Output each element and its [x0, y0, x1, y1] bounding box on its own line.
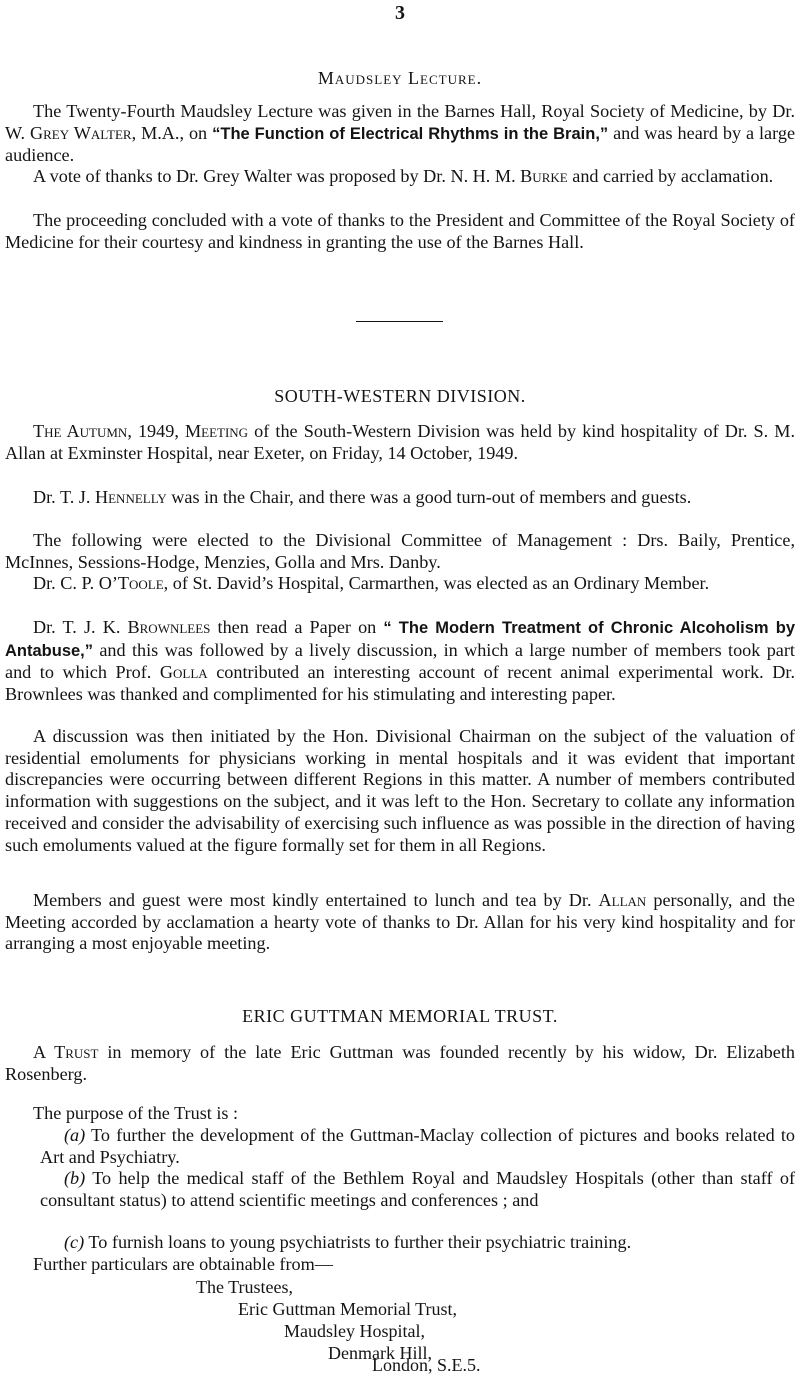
text-run: contributed an interesting account of recent animal experimental work. Dr. Brownlees was thanked and complimented for his stimulating and interesting paper. [5, 662, 795, 705]
maudsley-paragraph-1 [5, 101, 795, 167]
text-run: and this was followed by a lively discussion, in which a large number of members took part and to which Prof. [5, 639, 795, 683]
purpose-item-a [40, 1125, 795, 1168]
text-run: Dr. C. P. [33, 573, 99, 593]
purpose-intro: The purpose of the Trust is : [33, 1103, 239, 1123]
sw-paragraph-3: The following were elected to the Divisional Committee of Management : Drs. Baily, Prentice, McInnes, Sessions-Hodge, Menzies, Golla and Mrs. Danby. [5, 530, 795, 572]
sw-paragraph-5 [5, 617, 795, 706]
south-western-heading: SOUTH-WESTERN DIVISION. [274, 386, 526, 406]
text-run: Dr. T. J. K. [33, 617, 128, 637]
maudsley-paragraph-2 [5, 166, 795, 188]
sw-paragraph-4 [5, 573, 795, 595]
maudsley-lecture-heading: Maudsley Lecture. [317, 68, 483, 88]
item-text: To further the development of the Guttman-Maclay collection of pictures and books related to Art and Psychiatry. [40, 1125, 796, 1167]
text-run: of the South-Western Division was held by kind hospitality of Dr. S. M. Allan at Exminster Hospital, near Exeter, on Friday, 14 October, 1949. [5, 421, 796, 463]
contributor-name: Golla [159, 662, 208, 683]
member-name: O’Toole [98, 573, 164, 593]
item-text: To furnish loans to young psychiatrists to further their psychiatric training. [88, 1232, 632, 1252]
purpose-item-b [40, 1168, 795, 1211]
text-run: Members and guest were most kindly entertained to lunch and tea by Dr. [33, 890, 599, 910]
sw-paragraph-6: A discussion was then initiated by the Hon. Divisional Chairman on the subject of the valuation of residential emoluments for physicians working in mental hospitals and it was evident that important discrepancies were occurring between different Regions in this matter. A number of members contributed information with suggestions on the subject, and it was left to the Hon. Secretary to collate any information received and consider the advisability of exercising such influence as was possible in the direction of having such emoluments valued at the figure formally set for them in all Regions. [5, 726, 795, 855]
sw-paragraph-2 [5, 487, 795, 509]
maudsley-paragraph-3: The proceeding concluded with a vote of thanks to the President and Committee of the Royal Society of Medicine for their courtesy and kindness in granting the use of the Barnes Hall. [5, 210, 795, 252]
text-run: The Twenty-Fourth Maudsley Lecture was given in the Barnes Hall, Royal Society of Medicine, by Dr. [33, 101, 795, 121]
text-run: , M.A., on [131, 122, 213, 143]
text-run: was in the Chair, and there was a good turn-out of members and guests. [166, 487, 692, 507]
item-label: (a) [64, 1125, 86, 1145]
speaker-name: W. Grey Walter [5, 122, 132, 143]
text-run: A vote of thanks to Dr. Grey Walter was proposed by Dr. N. H. M. [33, 166, 521, 186]
lecture-title: “The Function of Electrical Rhythms in the Brain,” [212, 124, 609, 143]
meeting-word: Meeting [184, 421, 249, 441]
item-text: To help the medical staff of the Bethlem Royal and Maudsley Hospitals (other than staff of consultant status) to attend scientific meetings and conferences ; and [40, 1168, 796, 1210]
text-run: A [33, 1042, 55, 1062]
text-run: and was heard by a large audience. [5, 122, 796, 166]
address-line-1: The Trustees, [196, 1277, 294, 1297]
item-label: (c) [64, 1232, 85, 1252]
page-number: 3 [395, 2, 405, 24]
sw-paragraph-7 [5, 890, 795, 955]
paper-title: “ The Modern Treatment of Chronic Alcoholism by Antabuse,” [5, 619, 795, 660]
item-label: (b) [64, 1168, 86, 1188]
trust-word: Trust [54, 1042, 99, 1062]
address-line-3: Maudsley Hospital, [284, 1321, 425, 1341]
address-line-4: Denmark Hill, [328, 1343, 432, 1363]
speaker-name: Brownlees [127, 617, 211, 637]
further-particulars: Further particulars are obtainable from— [33, 1254, 333, 1274]
guttman-paragraph-1 [5, 1042, 795, 1085]
text-run: in memory of the late Eric Guttman was founded recently by his widow, Dr. Elizabeth Rosenberg. [5, 1042, 795, 1084]
proposer-name: Burke [520, 166, 568, 186]
text-run: then read a Paper on [210, 617, 384, 637]
section-divider [356, 321, 443, 322]
text-run: , 1949, [127, 421, 185, 441]
address-line-2: Eric Guttman Memorial Trust, [238, 1299, 457, 1319]
guttman-trust-heading: ERIC GUTTMAN MEMORIAL TRUST. [242, 1006, 558, 1026]
text-run: , of St. David’s Hospital, Carmarthen, was elected as an Ordinary Member. [163, 573, 710, 593]
purpose-item-c [40, 1232, 795, 1254]
lead-in: The Autumn [33, 421, 128, 441]
text-run: Dr. T. J. [33, 487, 95, 507]
chair-name: Hennelly [94, 487, 167, 507]
text-run: and carried by acclamation. [567, 166, 774, 186]
host-name: Allan [598, 890, 647, 910]
text-run: personally, and the Meeting accorded by acclamation a hearty vote of thanks to Dr. Allan for his very kind hospitality and for arranging a most enjoyable meeting. [5, 890, 795, 954]
address-line-5: London, S.E.5. [372, 1355, 481, 1375]
sw-paragraph-1 [5, 421, 795, 464]
